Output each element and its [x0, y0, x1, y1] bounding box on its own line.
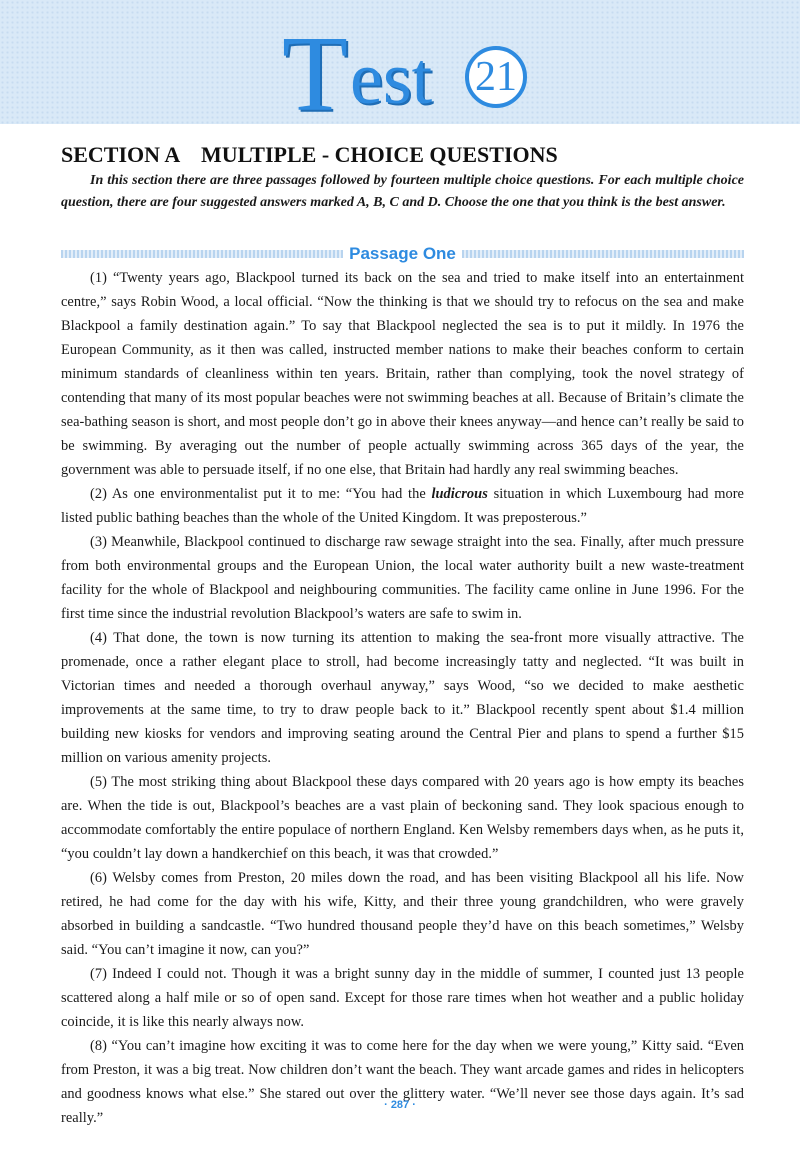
decorative-stripe-right — [462, 250, 744, 258]
passage-title: Passage One — [349, 244, 456, 263]
emphasized-word: ludicrous — [431, 486, 488, 502]
section-instructions: In this section there are three passages followed by fourteen multiple choice questions. For each multiple choice question, there are four suggested answers marked A, B, C and D. Choose the one that you think is the best answer. — [61, 173, 744, 210]
decorative-stripe-left — [61, 250, 343, 258]
title-banner — [0, 0, 800, 134]
paragraph-6: (6) Welsby comes from Preston, 20 miles down the road, and has been visiting Blackpool all his life. Now retired, he had come for the day with his wife, Kitty, and their three young grandchildren, who were gravely absorbed in building a sandcastle. “Two hundred thousand people they’d have on this beach sometimes,” Welsby said. “You can’t imagine it now, can you?” — [61, 870, 744, 958]
test-title — [282, 15, 433, 134]
test-title-rest: est — [349, 38, 433, 120]
paragraph-2 — [61, 482, 744, 530]
passage-title-bar — [61, 244, 744, 264]
page-number: · 287 · — [384, 1099, 416, 1111]
paragraph-2-start: (2) As one environmentalist put it to me: “You had the — [90, 486, 432, 502]
paragraph-5: (5) The most striking thing about Blackpool these days compared with 20 years ago is how empty its beaches are. When the tide is out, Blackpool’s beaches are a vast plain of beckoning sand. They look spacious enough to accommodate comfortably the entire populace of northern England. Ken Welsby remembers days when, as he puts it, “you couldn’t lay down a handkerchief on this beach, it was that crowded.” — [61, 774, 744, 862]
paragraph-8: (8) “You can’t imagine how exciting it was to come here for the day when we were young,” Kitty said. “Even from Preston, it was a big treat. Now children don’t want the beach. They want arcade games and rides in helicopters and goodness knows what else.” She stared out over the glittery water. “We’ll never see those days again. It’s sad really.” — [61, 1038, 744, 1126]
paragraph-3: (3) Meanwhile, Blackpool continued to discharge raw sewage straight into the sea. Finally, after much pressure from both environmental groups and the European Union, the local water authority built a new waste-treatment facility for the whole of Blackpool and neighbouring communities. The facility came online in June 1996. For the first time since the industrial revolution Blackpool’s waters are safe to swim in. — [61, 534, 744, 622]
section-heading: SECTION A MULTIPLE - CHOICE QUESTIONS — [61, 142, 558, 167]
paragraph-1: (1) “Twenty years ago, Blackpool turned its back on the sea and tried to make itself into an entertainment centre,” says Robin Wood, a local official. “Now the thinking is that we should try to refocus on the sea and make Blackpool a family destination again.” To say that Blackpool neglected the sea is to put it mildly. In 1976 the European Community, as it then was called, instructed member nations to make their beaches conform to certain minimum standards of cleanliness within ten years. Britain, rather than complying, took the novel strategy of contending that many of its most popular beaches were not swimming beaches at all. Because of Britain’s climate the sea-bathing season is short, and most people don’t go in above their knees anyway—and hence can’t really be said to be swimming. By averaging out the number of people actually swimming across 365 days of the year, the government was able to persuade itself, if no one else, that Britain had hardly any real swimming beaches. — [61, 270, 744, 478]
paragraph-4: (4) That done, the town is now turning its attention to making the sea-front more visually attractive. The promenade, once a rather elegant place to stroll, had become increasingly tatty and neglected. “It was built in Victorian times and needed a thorough overhaul anyway,” says Wood, “so we decided to make aesthetic improvements at the same time, to try to draw people back to it.” Blackpool recently spent about $1.4 million building new kiosks for vendors and improving seating around the Central Pier and plans to spend a further $15 million on various amenity projects. — [61, 630, 744, 766]
paragraph-2-end: situation in which Luxembourg had more listed public bathing beaches than the whole of the United Kingdom. It was preposterous.” — [61, 486, 744, 526]
paragraph-7: (7) Indeed I could not. Though it was a bright sunny day in the middle of summer, I counted just 13 people scattered along a half mile or so of open sand. Except for those rare times when hot weather and a public holiday coincide, it is like this nearly always now. — [61, 966, 744, 1030]
test-title-initial: T — [282, 15, 348, 134]
test-number-badge: 21 — [465, 46, 527, 108]
passage-body — [61, 266, 744, 1130]
